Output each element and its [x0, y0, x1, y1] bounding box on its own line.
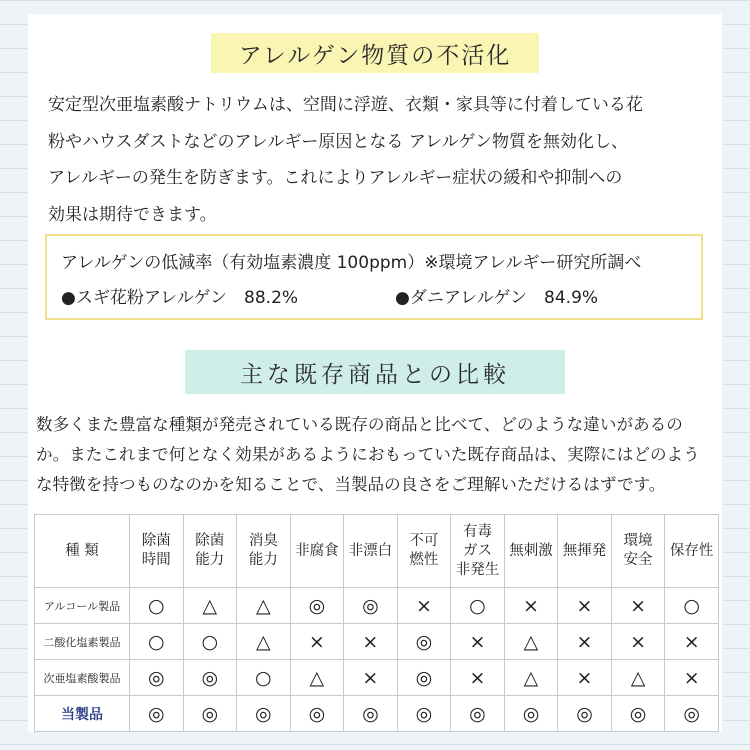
rating-cell: [237, 588, 291, 624]
rating-mark: ○: [469, 594, 486, 617]
rating-mark: △: [523, 666, 539, 689]
rating-mark: ◎: [469, 702, 486, 725]
header-label-line: 除菌: [195, 533, 225, 549]
rating-cell: [237, 660, 291, 696]
rating-cell: [183, 588, 237, 624]
rating-mark: ×: [683, 630, 700, 653]
allergen-description-line: 安定型次亜塩素酸ナトリウムは、空間に浮遊、衣類・家具等に付着している花: [48, 95, 643, 115]
rating-mark: ◎: [415, 630, 433, 653]
rating-mark: ◎: [201, 666, 219, 689]
header-label-line: 非漂白: [348, 542, 393, 559]
rating-mark: ◎: [522, 702, 540, 725]
rating-mark: ○: [147, 630, 165, 653]
rating-cell: [504, 696, 558, 732]
rating-cell: [183, 696, 237, 732]
header-column: [344, 515, 398, 588]
allergen-description-line: アレルギーの発生を防ぎます。これによりアレルギー症状の緩和や抑制への: [48, 168, 623, 188]
header-column: [611, 515, 665, 588]
table-row: [35, 588, 719, 624]
rating-cell: [290, 696, 344, 732]
row-label: 当製品: [35, 696, 130, 732]
section-heading-comparison: [185, 350, 565, 394]
rating-cell: [665, 624, 719, 660]
comparison-table: [34, 514, 719, 732]
rating-cell: [237, 624, 291, 660]
rating-mark: ×: [576, 594, 593, 617]
header-label-line: 種 類: [65, 542, 99, 559]
rating-cell: [558, 588, 612, 624]
header-column: [183, 515, 237, 588]
rating-cell: [665, 588, 719, 624]
header-column: [397, 515, 451, 588]
dust-mite-result: ●ダニアレルゲン 84.9%: [395, 288, 599, 308]
rating-cell: [611, 696, 665, 732]
rating-mark: △: [630, 666, 646, 689]
header-label-line: ガス: [462, 542, 492, 559]
rating-mark: △: [202, 594, 218, 617]
rating-cell: [344, 696, 398, 732]
header-column: [504, 515, 558, 588]
rating-mark: ◎: [255, 702, 272, 725]
header-label-line: 不可: [409, 533, 439, 549]
rating-cell: [397, 660, 451, 696]
row-label: 二酸化塩素製品: [35, 624, 130, 660]
row-label: アルコール製品: [35, 588, 130, 624]
rating-cell: [611, 660, 665, 696]
comparison-description-line: か。またこれまで何となく効果があるようにおもっていた既存商品は、実際にはどのよう: [36, 445, 700, 464]
rating-cell: [558, 660, 612, 696]
header-column: [237, 515, 291, 588]
allergen-description-line: 粉やハウスダストなどのアレルギー原因となる アレルゲン物質を無効化し、: [48, 131, 629, 152]
comparison-description-line: な特徴を持つものなのかを知ることで、当製品の良さをご理解いただけるはずです。: [36, 475, 666, 494]
rating-mark: ×: [469, 630, 486, 653]
table-row: [35, 660, 719, 696]
rating-mark: ◎: [362, 702, 379, 725]
header-column: [290, 515, 344, 588]
rating-cell: [504, 660, 558, 696]
header-label-line: 非腐食: [295, 542, 339, 559]
allergen-reduction-title: アレルゲンの低減率（有効塩素濃度 100ppm）※環境アレルギー研究所調べ: [61, 253, 642, 273]
rating-mark: ◎: [147, 702, 165, 725]
rating-cell: [397, 624, 451, 660]
rating-mark: ◎: [147, 666, 165, 689]
rating-cell: [665, 696, 719, 732]
header-label-line: 時間: [141, 552, 171, 568]
rating-cell: [451, 696, 505, 732]
header-label-line: 非発生: [455, 561, 500, 578]
table-row: [35, 624, 719, 660]
rating-mark: ○: [147, 594, 165, 617]
rating-mark: ◎: [683, 702, 700, 725]
rating-mark: ×: [415, 594, 432, 617]
rating-mark: ×: [576, 666, 593, 689]
header-column: [558, 515, 612, 588]
rating-cell: [183, 624, 237, 660]
rating-cell: [611, 624, 665, 660]
header-label-line: 能力: [248, 552, 278, 568]
rating-cell: [290, 624, 344, 660]
rating-mark: ×: [362, 666, 379, 689]
rating-mark: ×: [308, 630, 325, 653]
rating-mark: △: [256, 594, 271, 617]
header-label-line: 除菌: [141, 533, 171, 549]
header-column: [130, 515, 184, 588]
header-label-line: 消臭: [248, 533, 278, 549]
header-category: [35, 515, 130, 588]
rating-cell: [504, 624, 558, 660]
header-column: [451, 515, 505, 588]
rating-cell: [344, 588, 398, 624]
header-label-line: 安全: [623, 552, 653, 568]
rating-mark: ×: [523, 594, 539, 617]
header-column: [665, 515, 719, 588]
rating-mark: △: [309, 666, 325, 689]
rating-mark: ×: [683, 666, 700, 689]
rating-cell: [558, 624, 612, 660]
rating-mark: ○: [255, 666, 272, 689]
rating-cell: [665, 660, 719, 696]
content-panel: [28, 14, 722, 732]
rating-cell: [290, 660, 344, 696]
header-label-line: 無刺激: [509, 542, 553, 559]
rating-cell: [504, 588, 558, 624]
rating-mark: ○: [201, 630, 219, 653]
rating-mark: ×: [630, 630, 646, 653]
rating-mark: ◎: [415, 666, 433, 689]
rating-cell: [130, 660, 184, 696]
rating-mark: ○: [683, 594, 700, 617]
rating-mark: ◎: [415, 702, 433, 725]
header-label-line: 無揮発: [562, 542, 607, 559]
rating-mark: ◎: [576, 702, 593, 725]
section-heading-comparison-text: 主な既存商品との比較: [240, 361, 510, 388]
rating-cell: [344, 624, 398, 660]
rating-mark: ×: [630, 594, 646, 617]
comparison-description: [36, 410, 720, 500]
rating-mark: ◎: [308, 594, 326, 617]
header-label-line: 能力: [195, 552, 225, 568]
rating-cell: [397, 588, 451, 624]
rating-mark: ×: [576, 630, 593, 653]
header-label-line: 保存性: [669, 542, 714, 559]
rating-cell: [183, 660, 237, 696]
rating-cell: [344, 660, 398, 696]
rating-mark: ◎: [308, 702, 326, 725]
table-header-row: [35, 515, 719, 588]
rating-cell: [451, 660, 505, 696]
rating-mark: △: [256, 630, 271, 653]
rating-cell: [397, 696, 451, 732]
rating-cell: [290, 588, 344, 624]
rating-mark: △: [523, 630, 539, 653]
header-label-line: 有毒: [462, 523, 492, 540]
rating-mark: ◎: [201, 702, 219, 725]
rating-mark: ◎: [629, 702, 647, 725]
rating-cell: [451, 624, 505, 660]
header-label-line: 環境: [623, 533, 653, 549]
cedar-pollen-result: ●スギ花粉アレルゲン 88.2%: [61, 288, 299, 308]
header-label-line: 燃性: [409, 552, 439, 568]
rating-cell: [451, 588, 505, 624]
section-heading-allergen-text: アレルゲン物質の不活化: [238, 42, 512, 69]
table-body: [35, 588, 719, 732]
section-heading-allergen: [211, 33, 539, 73]
allergen-description-line: 効果は期待できます。: [48, 204, 217, 225]
table-row: [35, 696, 719, 732]
rating-cell: [130, 696, 184, 732]
rating-mark: ◎: [362, 594, 379, 617]
rating-cell: [130, 588, 184, 624]
rating-mark: ×: [362, 630, 379, 653]
rating-cell: [611, 588, 665, 624]
comparison-description-line: 数多くまた豊富な種類が発売されている既存の商品と比べて、どのような違いがあるの: [36, 415, 683, 434]
row-label: 次亜塩素酸製品: [35, 660, 130, 696]
rating-cell: [558, 696, 612, 732]
rating-cell: [237, 696, 291, 732]
rating-cell: [130, 624, 184, 660]
allergen-description: [48, 87, 708, 233]
rating-mark: ×: [469, 666, 486, 689]
allergen-reduction-box: [45, 234, 703, 320]
